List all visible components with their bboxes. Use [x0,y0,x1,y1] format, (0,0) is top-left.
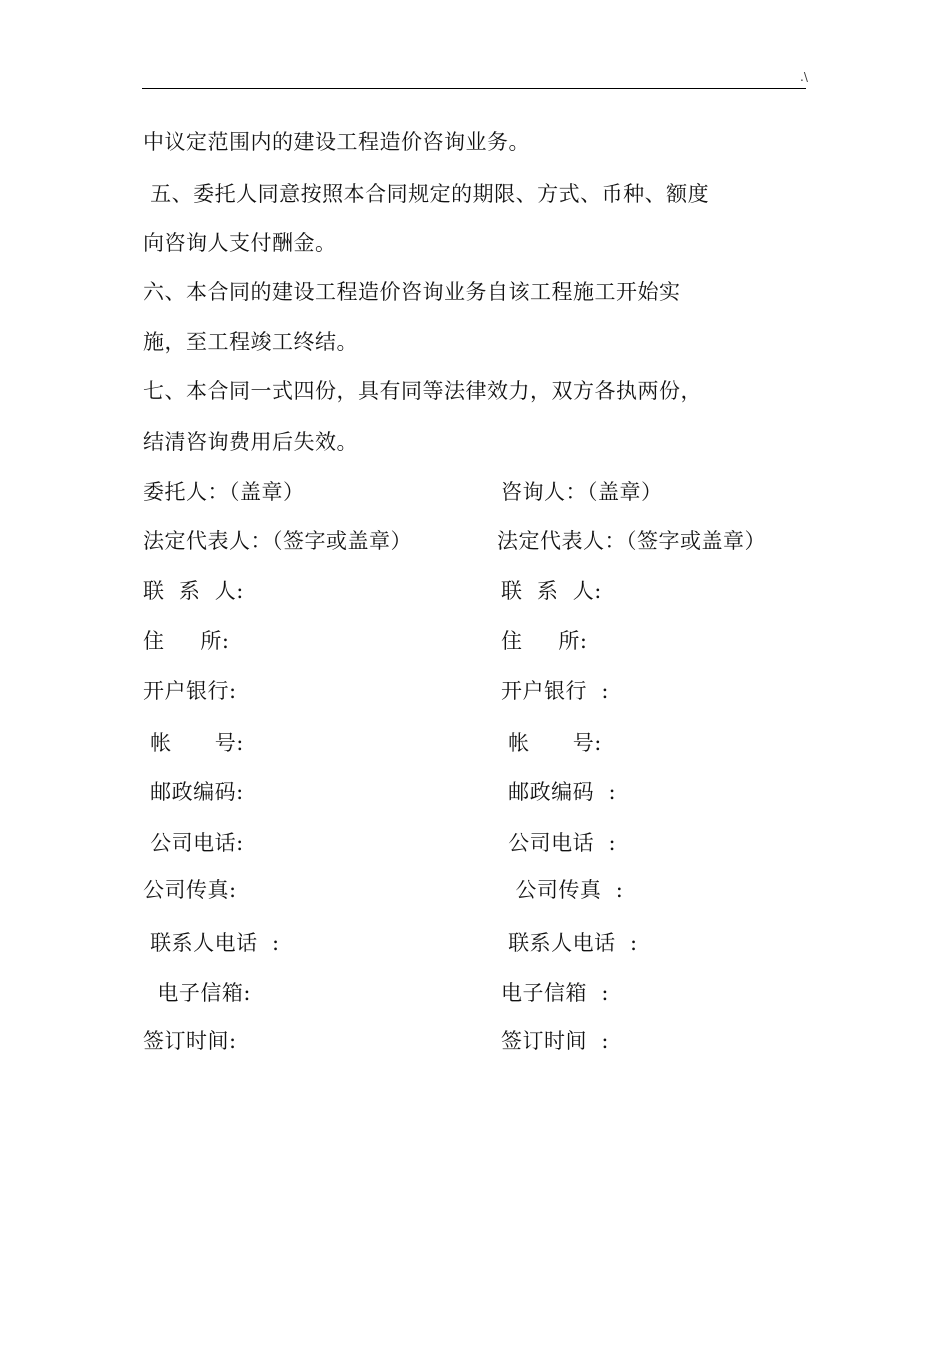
consultant-email-label: 电子信箱 : [501,981,609,1005]
body-line: 向咨询人支付酬金。 [143,231,337,255]
header-rule [142,88,806,89]
consultant-account-label: 帐 号: [501,731,602,755]
client-fax-label: 公司传真: [143,878,237,902]
body-line: 结清咨询费用后失效。 [143,430,358,454]
client-sign-date-label: 签订时间: [143,1029,237,1053]
body-line: 中议定范围内的建设工程造价咨询业务。 [143,130,530,154]
consultant-sign-date-label: 签订时间 : [501,1029,609,1053]
consultant-address-label: 住 所: [501,629,588,653]
client-email-label: 电子信箱: [143,981,251,1005]
client-account-label: 帐 号: [143,731,244,755]
client-contact-label: 联 系 人: [143,579,244,603]
client-address-label: 住 所: [143,629,230,653]
client-bank-label: 开户银行: [143,679,237,703]
consultant-postcode-label: 邮政编码 : [501,780,617,804]
consultant-contact-phone-label: 联系人电话 : [501,931,638,955]
client-legal-rep-label: 法定代表人：（签字或盖章） [143,529,412,553]
consultant-seal-label: 咨询人：（盖章） [501,480,663,504]
body-line: 五、委托人同意按照本合同规定的期限、方式、币种、额度 [143,182,710,206]
consultant-contact-label: 联 系 人: [501,579,602,603]
consultant-fax-label: 公司传真 : [501,878,624,902]
client-seal-label: 委托人：（盖章） [143,480,305,504]
consultant-bank-label: 开户银行 : [501,679,609,703]
body-line: 六、本合同的建设工程造价咨询业务自该工程施工开始实 [143,280,681,304]
client-postcode-label: 邮政编码: [143,780,244,804]
body-line: 施，至工程竣工终结。 [143,330,358,354]
consultant-legal-rep-label: 法定代表人：（签字或盖章） [497,529,766,553]
body-line: 七、本合同一式四份，具有同等法律效力，双方各执两份， [143,379,702,403]
client-phone-label: 公司电话: [143,831,244,855]
consultant-phone-label: 公司电话 : [501,831,617,855]
header-mark: .\ [800,70,808,84]
client-contact-phone-label: 联系人电话 : [143,931,280,955]
